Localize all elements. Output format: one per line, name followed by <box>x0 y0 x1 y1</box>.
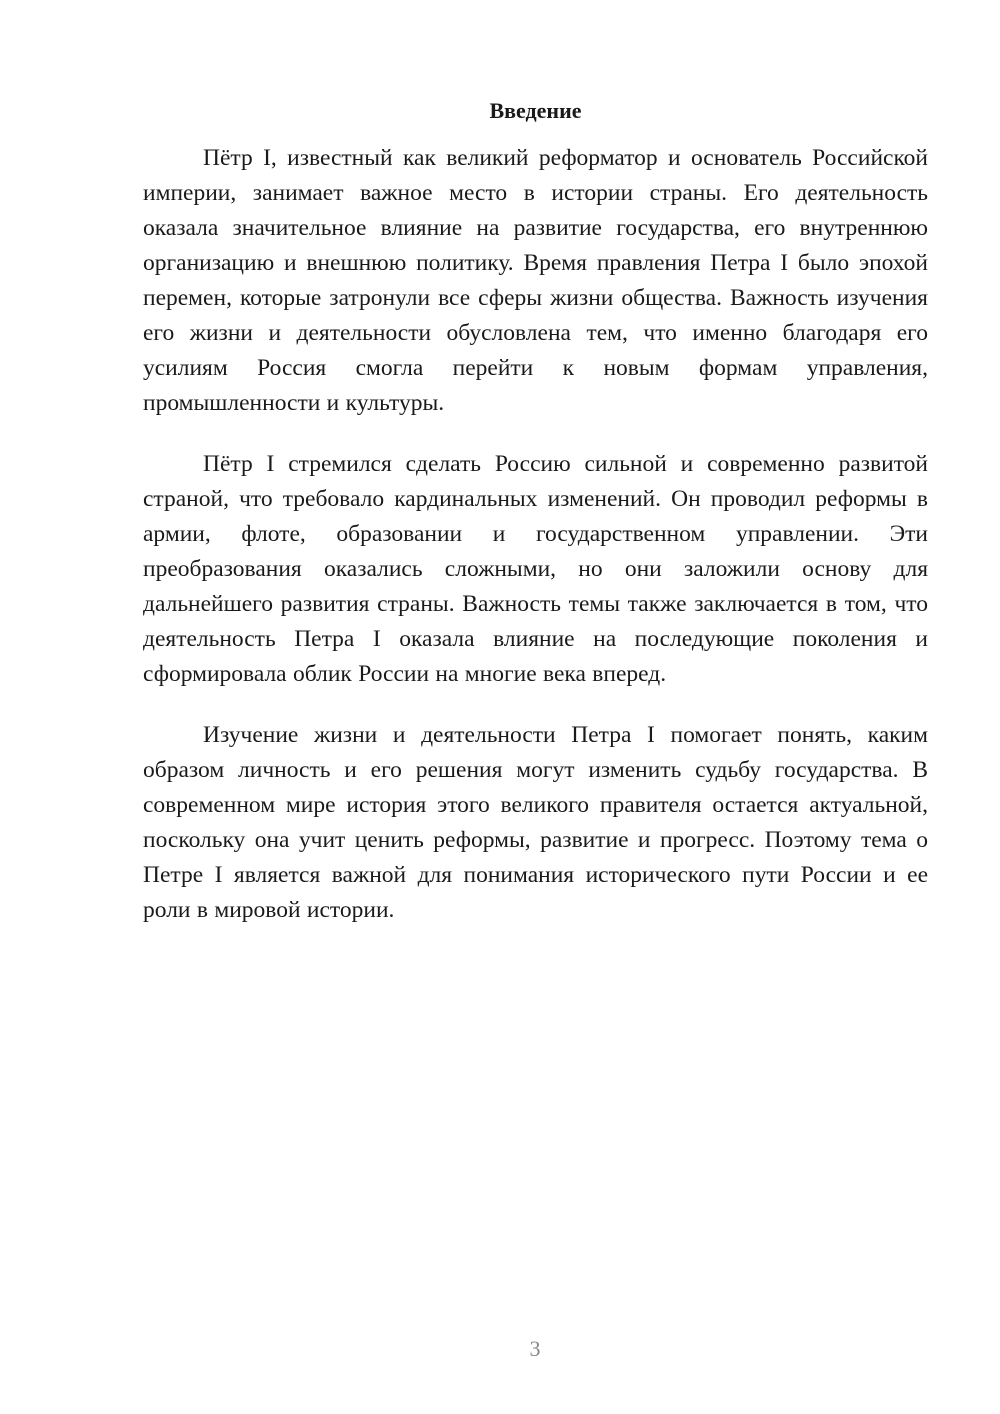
paragraph-3: Изучение жизни и деятельности Петра I помогает понять, каким образом личность и его решения могут изменить судьбу государства. В современном мире история этого великого правителя остается актуальной, поскольку она учит ценить реформы, развитие и прогресс. Поэтому тема о Петре I является важной для понимания исторического пути России и ее роли в мировой истории. <box>143 722 928 923</box>
page-title: Введение <box>489 98 582 123</box>
body-text <box>143 141 928 954</box>
page-number: 3 <box>529 1336 541 1361</box>
paragraph-1: Пётр I, известный как великий реформатор и основатель Российской империи, занимает важное место в истории страны. Его деятельность оказала значительное влияние на развитие государства, его внутреннюю организацию и внешнюю политику. Время правления Петра I было эпохой перемен, которые затронули все сферы жизни общества. Важность изучения его жизни и деятельности обусловлена тем, что именно благодаря его усилиям Россия смогла перейти к новым формам управления, промышленности и культуры. <box>143 145 928 416</box>
paragraph-2: Пётр I стремился сделать Россию сильной и современно развитой страной, что требовало кардинальных изменений. Он проводил реформы в армии, флоте, образовании и государственном управлении. Эти преобразования оказались сложными, но они заложили основу для дальнейшего развития страны. Важность темы также заключается в том, что деятельность Петра I оказала влияние на последующие поколения и сформировала облик России на многие века вперед. <box>143 451 928 687</box>
